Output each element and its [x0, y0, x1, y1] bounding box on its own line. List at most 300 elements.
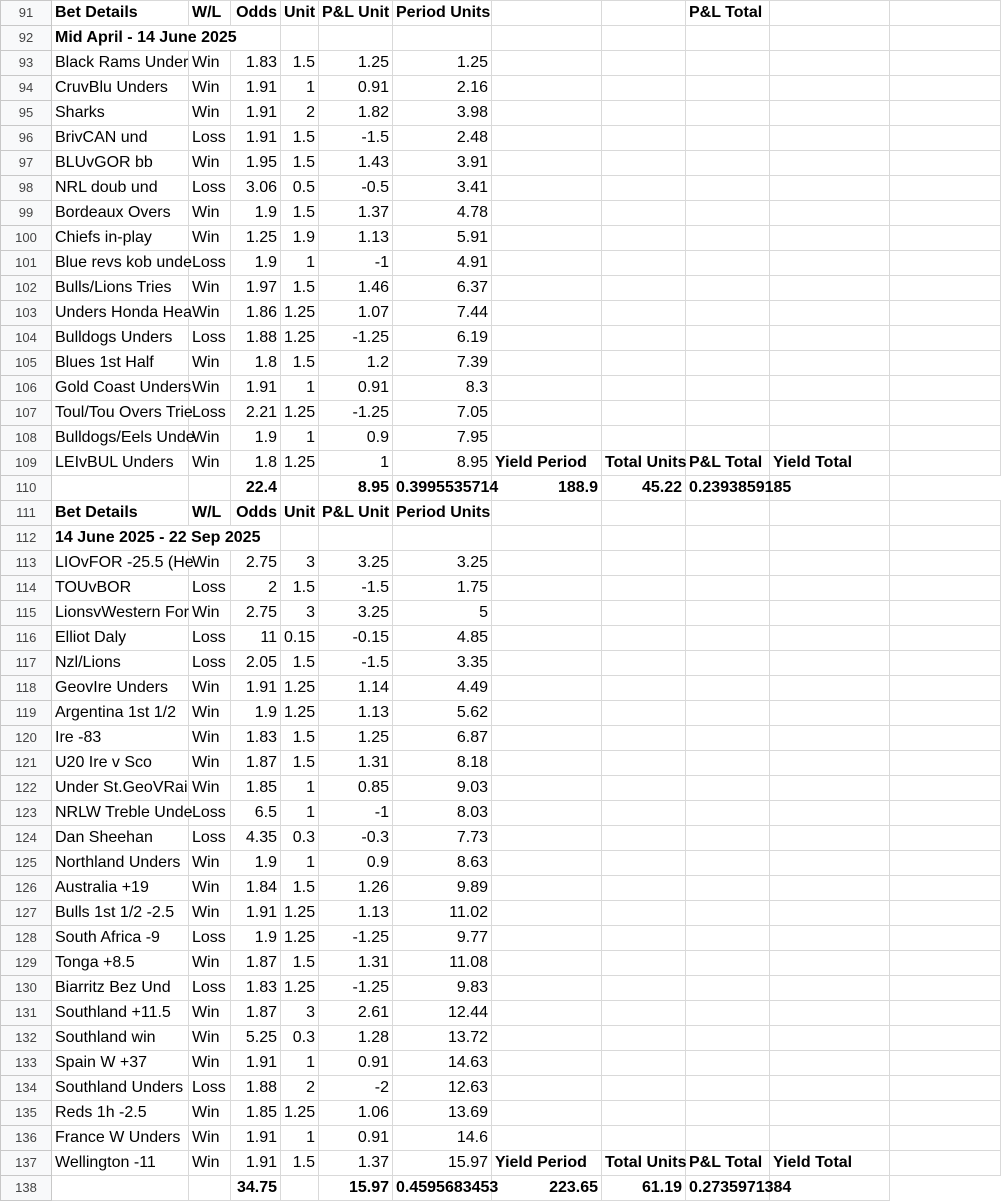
win-loss-cell[interactable]: Win [189, 726, 231, 751]
win-loss-cell[interactable]: Win [189, 551, 231, 576]
bet-name-cell[interactable]: France W Unders [52, 1126, 189, 1151]
empty-cell[interactable] [686, 276, 770, 301]
pl-unit-cell[interactable]: 1.07 [319, 301, 393, 326]
pl-unit-cell[interactable]: 1.28 [319, 1026, 393, 1051]
empty-cell[interactable] [319, 526, 393, 551]
bet-name-cell[interactable]: Reds 1h -2.5 [52, 1101, 189, 1126]
yield-total-value[interactable]: 0.2735971384 [686, 1176, 770, 1201]
empty-cell[interactable] [890, 76, 1001, 101]
empty-cell[interactable] [890, 776, 1001, 801]
odds-cell[interactable]: 1.87 [231, 751, 281, 776]
bet-name-cell[interactable]: Gold Coast Unders [52, 376, 189, 401]
period-units-cell[interactable]: 15.97 [393, 1151, 492, 1176]
pl-unit-cell[interactable]: 0.91 [319, 1051, 393, 1076]
period-units-cell[interactable]: 7.05 [393, 401, 492, 426]
empty-cell[interactable] [602, 326, 686, 351]
empty-cell[interactable] [890, 701, 1001, 726]
unit-cell[interactable]: 1.5 [281, 276, 319, 301]
empty-cell[interactable] [890, 1026, 1001, 1051]
header-bet-details[interactable]: Bet Details [52, 501, 189, 526]
bet-name-cell[interactable]: TOUvBOR [52, 576, 189, 601]
empty-cell[interactable] [602, 626, 686, 651]
empty-cell[interactable] [492, 976, 602, 1001]
bet-name-cell[interactable]: LionsvWestern For [52, 601, 189, 626]
bet-name-cell[interactable]: Under St.GeoVRai [52, 776, 189, 801]
period-units-cell[interactable]: 12.63 [393, 1076, 492, 1101]
empty-cell[interactable] [602, 26, 686, 51]
unit-cell[interactable]: 0.15 [281, 626, 319, 651]
empty-cell[interactable] [890, 351, 1001, 376]
unit-cell[interactable]: 1 [281, 801, 319, 826]
section-title[interactable]: Mid April - 14 June 2025 [52, 26, 281, 51]
bet-name-cell[interactable]: Chiefs in-play [52, 226, 189, 251]
bet-name-cell[interactable]: Biarritz Bez Und [52, 976, 189, 1001]
bet-name-cell[interactable]: Bulldogs Unders [52, 326, 189, 351]
empty-cell[interactable] [492, 826, 602, 851]
odds-cell[interactable]: 2.75 [231, 551, 281, 576]
empty-cell[interactable] [686, 51, 770, 76]
unit-cell[interactable]: 3 [281, 551, 319, 576]
pl-unit-cell[interactable]: 3.25 [319, 601, 393, 626]
pl-unit-cell[interactable]: -0.3 [319, 826, 393, 851]
period-units-cell[interactable]: 1.25 [393, 51, 492, 76]
total-units-value[interactable]: 223.65 [492, 1176, 602, 1201]
empty-cell[interactable] [770, 901, 890, 926]
empty-cell[interactable] [602, 901, 686, 926]
empty-cell[interactable] [492, 776, 602, 801]
unit-cell[interactable]: 1 [281, 251, 319, 276]
bet-name-cell[interactable]: Bordeaux Overs [52, 201, 189, 226]
period-units-cell[interactable]: 3.91 [393, 151, 492, 176]
empty-cell[interactable] [890, 951, 1001, 976]
empty-cell[interactable] [602, 726, 686, 751]
empty-cell[interactable] [890, 551, 1001, 576]
total-period-units-cell[interactable]: 15.97 [319, 1176, 393, 1201]
empty-cell[interactable] [770, 376, 890, 401]
win-loss-cell[interactable]: Win [189, 451, 231, 476]
empty-cell[interactable] [492, 176, 602, 201]
odds-cell[interactable]: 1.91 [231, 376, 281, 401]
unit-cell[interactable]: 1.5 [281, 151, 319, 176]
empty-cell[interactable] [686, 501, 770, 526]
period-units-cell[interactable]: 9.89 [393, 876, 492, 901]
empty-cell[interactable] [686, 326, 770, 351]
unit-cell[interactable]: 1.5 [281, 1151, 319, 1176]
pl-unit-cell[interactable]: -0.15 [319, 626, 393, 651]
empty-cell[interactable] [890, 301, 1001, 326]
empty-cell[interactable] [492, 576, 602, 601]
bet-name-cell[interactable]: LEIvBUL Unders [52, 451, 189, 476]
empty-cell[interactable] [686, 1051, 770, 1076]
period-units-cell[interactable]: 6.19 [393, 326, 492, 351]
pl-unit-cell[interactable]: 0.9 [319, 426, 393, 451]
empty-cell[interactable] [492, 1076, 602, 1101]
empty-cell[interactable] [770, 651, 890, 676]
pl-total-label[interactable]: P&L Total [686, 451, 770, 476]
period-units-cell[interactable]: 13.69 [393, 1101, 492, 1126]
pl-unit-cell[interactable]: 1.25 [319, 51, 393, 76]
pl-unit-cell[interactable]: 1.37 [319, 1151, 393, 1176]
period-units-cell[interactable]: 11.02 [393, 901, 492, 926]
pl-unit-cell[interactable]: -1.25 [319, 976, 393, 1001]
empty-cell[interactable] [686, 376, 770, 401]
empty-cell[interactable] [602, 776, 686, 801]
empty-cell[interactable] [602, 76, 686, 101]
unit-cell[interactable]: 1.5 [281, 951, 319, 976]
pl-unit-cell[interactable]: 1.43 [319, 151, 393, 176]
header-pl-unit[interactable]: P&L Unit [319, 501, 393, 526]
period-units-cell[interactable]: 3.98 [393, 101, 492, 126]
bet-name-cell[interactable]: NRL doub und [52, 176, 189, 201]
header-period-units[interactable]: Period Units [393, 501, 492, 526]
empty-cell[interactable] [686, 76, 770, 101]
win-loss-cell[interactable]: Loss [189, 801, 231, 826]
empty-cell[interactable] [890, 326, 1001, 351]
empty-cell[interactable] [770, 776, 890, 801]
bet-name-cell[interactable]: BrivCAN und [52, 126, 189, 151]
empty-cell[interactable] [686, 926, 770, 951]
empty-cell[interactable] [393, 26, 492, 51]
empty-cell[interactable] [492, 76, 602, 101]
empty-cell[interactable] [602, 1, 686, 26]
empty-cell[interactable] [492, 126, 602, 151]
empty-cell[interactable] [770, 926, 890, 951]
odds-cell[interactable]: 6.5 [231, 801, 281, 826]
empty-cell[interactable] [770, 101, 890, 126]
pl-unit-cell[interactable]: 1.13 [319, 901, 393, 926]
empty-cell[interactable] [492, 901, 602, 926]
empty-cell[interactable] [770, 426, 890, 451]
empty-cell[interactable] [492, 426, 602, 451]
empty-cell[interactable] [602, 1026, 686, 1051]
pl-unit-cell[interactable]: 1.82 [319, 101, 393, 126]
odds-cell[interactable]: 1.91 [231, 901, 281, 926]
unit-cell[interactable]: 1.5 [281, 876, 319, 901]
win-loss-cell[interactable]: Loss [189, 326, 231, 351]
empty-cell[interactable] [602, 401, 686, 426]
period-units-cell[interactable]: 9.77 [393, 926, 492, 951]
win-loss-cell[interactable]: Loss [189, 926, 231, 951]
win-loss-cell[interactable]: Loss [189, 626, 231, 651]
empty-cell[interactable] [686, 901, 770, 926]
empty-cell[interactable] [770, 176, 890, 201]
odds-cell[interactable]: 1.9 [231, 851, 281, 876]
odds-cell[interactable]: 1.9 [231, 201, 281, 226]
win-loss-cell[interactable]: Win [189, 226, 231, 251]
period-units-cell[interactable]: 8.18 [393, 751, 492, 776]
odds-cell[interactable]: 1.9 [231, 251, 281, 276]
odds-cell[interactable]: 1.91 [231, 101, 281, 126]
empty-cell[interactable] [189, 1176, 231, 1201]
pl-unit-cell[interactable]: -1.25 [319, 401, 393, 426]
pl-unit-cell[interactable]: -1.5 [319, 651, 393, 676]
empty-cell[interactable] [686, 176, 770, 201]
bet-name-cell[interactable]: Tonga +8.5 [52, 951, 189, 976]
period-units-cell[interactable]: 12.44 [393, 1001, 492, 1026]
header-pl-unit[interactable]: P&L Unit [319, 1, 393, 26]
empty-cell[interactable] [770, 951, 890, 976]
empty-cell[interactable] [52, 476, 189, 501]
bet-name-cell[interactable]: Black Rams Under [52, 51, 189, 76]
bet-name-cell[interactable]: Blue revs kob unde [52, 251, 189, 276]
period-units-cell[interactable]: 7.73 [393, 826, 492, 851]
empty-cell[interactable] [770, 326, 890, 351]
odds-cell[interactable]: 3.06 [231, 176, 281, 201]
empty-cell[interactable] [492, 651, 602, 676]
unit-cell[interactable]: 1.25 [281, 676, 319, 701]
unit-cell[interactable]: 1 [281, 1051, 319, 1076]
header-wl[interactable]: W/L [189, 1, 231, 26]
empty-cell[interactable] [890, 1101, 1001, 1126]
unit-cell[interactable]: 1 [281, 1126, 319, 1151]
odds-cell[interactable]: 1.91 [231, 126, 281, 151]
empty-cell[interactable] [890, 751, 1001, 776]
empty-cell[interactable] [602, 101, 686, 126]
win-loss-cell[interactable]: Win [189, 1126, 231, 1151]
empty-cell[interactable] [492, 351, 602, 376]
empty-cell[interactable] [890, 851, 1001, 876]
empty-cell[interactable] [189, 476, 231, 501]
empty-cell[interactable] [602, 501, 686, 526]
empty-cell[interactable] [770, 1001, 890, 1026]
empty-cell[interactable] [602, 276, 686, 301]
empty-cell[interactable] [492, 876, 602, 901]
empty-cell[interactable] [890, 1126, 1001, 1151]
empty-cell[interactable] [770, 226, 890, 251]
empty-cell[interactable] [492, 951, 602, 976]
empty-cell[interactable] [770, 1026, 890, 1051]
empty-cell[interactable] [890, 251, 1001, 276]
empty-cell[interactable] [770, 801, 890, 826]
empty-cell[interactable] [686, 1126, 770, 1151]
bet-name-cell[interactable]: Unders Honda Hea [52, 301, 189, 326]
empty-cell[interactable] [686, 226, 770, 251]
unit-cell[interactable]: 1 [281, 76, 319, 101]
empty-cell[interactable] [492, 151, 602, 176]
empty-cell[interactable] [686, 126, 770, 151]
empty-cell[interactable] [492, 376, 602, 401]
empty-cell[interactable] [686, 551, 770, 576]
empty-cell[interactable] [319, 26, 393, 51]
empty-cell[interactable] [686, 951, 770, 976]
empty-cell[interactable] [890, 101, 1001, 126]
empty-cell[interactable] [492, 926, 602, 951]
pl-unit-cell[interactable]: 0.91 [319, 1126, 393, 1151]
odds-cell[interactable]: 1.9 [231, 926, 281, 951]
empty-cell[interactable] [602, 951, 686, 976]
odds-cell[interactable]: 1.91 [231, 1126, 281, 1151]
empty-cell[interactable] [602, 826, 686, 851]
empty-cell[interactable] [770, 1051, 890, 1076]
empty-cell[interactable] [686, 1001, 770, 1026]
win-loss-cell[interactable]: Win [189, 76, 231, 101]
win-loss-cell[interactable]: Loss [189, 576, 231, 601]
empty-cell[interactable] [770, 26, 890, 51]
empty-cell[interactable] [770, 51, 890, 76]
pl-total-label[interactable]: P&L Total [686, 1151, 770, 1176]
bet-name-cell[interactable]: Ire -83 [52, 726, 189, 751]
pl-unit-cell[interactable]: 3.25 [319, 551, 393, 576]
odds-cell[interactable]: 1.85 [231, 1101, 281, 1126]
header-wl[interactable]: W/L [189, 501, 231, 526]
odds-cell[interactable]: 2.21 [231, 401, 281, 426]
header-unit[interactable]: Unit [281, 501, 319, 526]
yield-period-label[interactable]: Yield Period [492, 451, 602, 476]
empty-cell[interactable] [770, 1076, 890, 1101]
pl-unit-cell[interactable]: -1 [319, 251, 393, 276]
empty-cell[interactable] [602, 926, 686, 951]
yield-period-value[interactable]: 0.4595683453 [393, 1176, 492, 1201]
empty-cell[interactable] [492, 801, 602, 826]
win-loss-cell[interactable]: Loss [189, 251, 231, 276]
pl-unit-cell[interactable]: 1 [319, 451, 393, 476]
odds-cell[interactable]: 1.9 [231, 426, 281, 451]
empty-cell[interactable] [890, 676, 1001, 701]
empty-cell[interactable] [890, 226, 1001, 251]
odds-cell[interactable]: 5.25 [231, 1026, 281, 1051]
pl-unit-cell[interactable]: 1.31 [319, 951, 393, 976]
empty-cell[interactable] [281, 1176, 319, 1201]
unit-cell[interactable]: 1 [281, 851, 319, 876]
bet-name-cell[interactable]: Dan Sheehan [52, 826, 189, 851]
empty-cell[interactable] [890, 401, 1001, 426]
empty-cell[interactable] [602, 226, 686, 251]
pl-unit-cell[interactable]: 1.46 [319, 276, 393, 301]
bet-name-cell[interactable]: Sharks [52, 101, 189, 126]
unit-cell[interactable]: 1.9 [281, 226, 319, 251]
unit-cell[interactable]: 1 [281, 426, 319, 451]
empty-cell[interactable] [890, 501, 1001, 526]
empty-cell[interactable] [770, 626, 890, 651]
empty-cell[interactable] [686, 1076, 770, 1101]
period-units-cell[interactable]: 13.72 [393, 1026, 492, 1051]
empty-cell[interactable] [770, 551, 890, 576]
period-units-cell[interactable]: 7.95 [393, 426, 492, 451]
empty-cell[interactable] [890, 976, 1001, 1001]
empty-cell[interactable] [686, 351, 770, 376]
bet-name-cell[interactable]: South Africa -9 [52, 926, 189, 951]
bet-name-cell[interactable]: BLUvGOR bb [52, 151, 189, 176]
unit-cell[interactable]: 1.5 [281, 351, 319, 376]
win-loss-cell[interactable]: Win [189, 51, 231, 76]
empty-cell[interactable] [602, 251, 686, 276]
odds-cell[interactable]: 4.35 [231, 826, 281, 851]
empty-cell[interactable] [770, 501, 890, 526]
unit-cell[interactable]: 1.5 [281, 201, 319, 226]
unit-cell[interactable]: 1.25 [281, 451, 319, 476]
empty-cell[interactable] [890, 1151, 1001, 1176]
odds-cell[interactable]: 11 [231, 626, 281, 651]
yield-total-label[interactable]: Yield Total [770, 451, 890, 476]
empty-cell[interactable] [492, 726, 602, 751]
empty-cell[interactable] [393, 526, 492, 551]
pl-unit-cell[interactable]: -1.5 [319, 126, 393, 151]
pl-unit-cell[interactable]: 1.13 [319, 701, 393, 726]
win-loss-cell[interactable]: Win [189, 1101, 231, 1126]
bet-name-cell[interactable]: Nzl/Lions [52, 651, 189, 676]
total-units-value[interactable]: 188.9 [492, 476, 602, 501]
empty-cell[interactable] [602, 126, 686, 151]
empty-cell[interactable] [686, 401, 770, 426]
win-loss-cell[interactable]: Win [189, 951, 231, 976]
empty-cell[interactable] [686, 801, 770, 826]
win-loss-cell[interactable]: Win [189, 301, 231, 326]
pl-unit-cell[interactable]: 0.91 [319, 376, 393, 401]
empty-cell[interactable] [686, 1101, 770, 1126]
empty-cell[interactable] [492, 1001, 602, 1026]
empty-cell[interactable] [492, 226, 602, 251]
period-units-cell[interactable]: 5.62 [393, 701, 492, 726]
period-units-cell[interactable]: 6.87 [393, 726, 492, 751]
header-odds[interactable]: Odds [231, 501, 281, 526]
empty-cell[interactable] [281, 26, 319, 51]
unit-cell[interactable]: 1.5 [281, 751, 319, 776]
pl-unit-cell[interactable]: 1.37 [319, 201, 393, 226]
pl-unit-cell[interactable]: 0.85 [319, 776, 393, 801]
odds-cell[interactable]: 1.88 [231, 1076, 281, 1101]
empty-cell[interactable] [890, 376, 1001, 401]
win-loss-cell[interactable]: Win [189, 351, 231, 376]
pl-unit-cell[interactable]: 2.61 [319, 1001, 393, 1026]
period-units-cell[interactable]: 9.03 [393, 776, 492, 801]
empty-cell[interactable] [492, 301, 602, 326]
win-loss-cell[interactable]: Win [189, 1051, 231, 1076]
empty-cell[interactable] [602, 351, 686, 376]
empty-cell[interactable] [602, 601, 686, 626]
yield-total-label[interactable]: Yield Total [770, 1151, 890, 1176]
unit-cell[interactable]: 2 [281, 101, 319, 126]
empty-cell[interactable] [686, 251, 770, 276]
pl-unit-cell[interactable]: -1 [319, 801, 393, 826]
bet-name-cell[interactable]: Bulls/Lions Tries [52, 276, 189, 301]
empty-cell[interactable] [686, 201, 770, 226]
bet-name-cell[interactable]: Toul/Tou Overs Trie [52, 401, 189, 426]
empty-cell[interactable] [890, 826, 1001, 851]
empty-cell[interactable] [492, 276, 602, 301]
unit-cell[interactable]: 1.25 [281, 326, 319, 351]
bet-name-cell[interactable]: Southland +11.5 [52, 1001, 189, 1026]
yield-period-label[interactable]: Yield Period [492, 1151, 602, 1176]
win-loss-cell[interactable]: Win [189, 151, 231, 176]
empty-cell[interactable] [770, 276, 890, 301]
empty-cell[interactable] [492, 51, 602, 76]
empty-cell[interactable] [890, 451, 1001, 476]
empty-cell[interactable] [890, 601, 1001, 626]
unit-cell[interactable]: 1.25 [281, 701, 319, 726]
unit-cell[interactable]: 1.25 [281, 1101, 319, 1126]
empty-cell[interactable] [602, 976, 686, 1001]
odds-cell[interactable]: 2.05 [231, 651, 281, 676]
empty-cell[interactable] [890, 1076, 1001, 1101]
odds-cell[interactable]: 1.87 [231, 951, 281, 976]
empty-cell[interactable] [492, 201, 602, 226]
empty-cell[interactable] [602, 51, 686, 76]
empty-cell[interactable] [281, 526, 319, 551]
bet-name-cell[interactable]: LIOvFOR -25.5 (He [52, 551, 189, 576]
empty-cell[interactable] [890, 926, 1001, 951]
odds-cell[interactable]: 1.8 [231, 451, 281, 476]
empty-cell[interactable] [890, 51, 1001, 76]
empty-cell[interactable] [770, 76, 890, 101]
empty-cell[interactable] [602, 1126, 686, 1151]
empty-cell[interactable] [686, 676, 770, 701]
pl-unit-cell[interactable]: 1.2 [319, 351, 393, 376]
pl-unit-cell[interactable]: 1.14 [319, 676, 393, 701]
empty-cell[interactable] [602, 426, 686, 451]
empty-cell[interactable] [492, 26, 602, 51]
empty-cell[interactable] [281, 476, 319, 501]
empty-cell[interactable] [686, 26, 770, 51]
